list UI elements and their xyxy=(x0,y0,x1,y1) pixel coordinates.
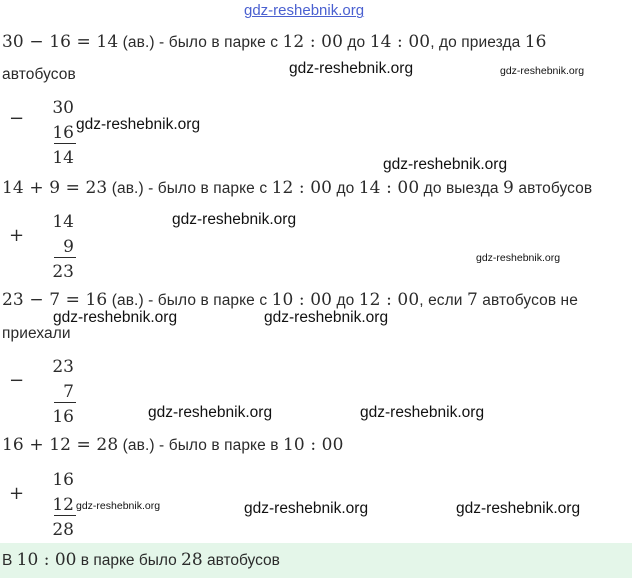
column1-bottom: 16 xyxy=(52,123,74,143)
eq3-op: − xyxy=(23,290,50,310)
eq2-n: 9 xyxy=(503,178,514,198)
watermark: gdz-reshebnik.org xyxy=(264,309,389,326)
column2-bar xyxy=(54,257,76,258)
eq3-end: автобусов не xyxy=(477,292,578,309)
eq2-end: автобусов xyxy=(513,180,593,197)
column3 xyxy=(40,357,80,427)
watermark: gdz-reshebnik.org xyxy=(289,60,414,77)
eq1-op: − xyxy=(23,32,50,52)
eq2-eq: = xyxy=(60,178,86,198)
eq3-eq: = xyxy=(60,290,86,310)
eq4-time1: 10 : 00 xyxy=(282,435,344,455)
equation-line-1-cont: автобусов xyxy=(2,66,76,83)
watermark: gdz-reshebnik.org xyxy=(383,156,508,173)
equation-line-1 xyxy=(2,32,547,52)
column3-operator: − xyxy=(9,370,25,391)
column4-top: 16 xyxy=(52,470,74,490)
eq3-text: (ав.) - было в парке с xyxy=(107,292,272,309)
eq4-eq: = xyxy=(71,435,97,455)
column4-bottom: 12 xyxy=(52,495,74,515)
column3-bottom: 7 xyxy=(63,382,74,402)
eq3-result: 16 xyxy=(85,290,108,310)
column2-operator: + xyxy=(9,225,25,246)
eq4-text: (ав.) - было в парке в xyxy=(118,437,283,454)
answer-mid: в парке было xyxy=(76,552,181,569)
watermark: gdz-reshebnik.org xyxy=(244,500,369,517)
eq3-tail: , если xyxy=(419,292,467,309)
answer-text xyxy=(2,550,280,570)
eq4-b: 12 xyxy=(49,435,72,455)
eq3-a: 23 xyxy=(2,290,24,310)
eq2-result: 23 xyxy=(85,178,108,198)
eq1-eq: = xyxy=(71,32,97,52)
watermark: gdz-reshebnik.org xyxy=(172,211,297,228)
eq1-a: 30 xyxy=(2,32,24,52)
answer-pre: В xyxy=(2,552,17,569)
column4-bar xyxy=(54,515,76,516)
column3-result: 16 xyxy=(52,407,74,427)
eq4-result: 28 xyxy=(96,435,119,455)
column1 xyxy=(40,98,80,168)
eq2-b: 9 xyxy=(49,178,61,198)
watermark: gdz-reshebnik.org xyxy=(456,500,581,517)
column3-top: 23 xyxy=(52,357,74,377)
eq4-a: 16 xyxy=(2,435,24,455)
column4 xyxy=(40,470,80,540)
column2 xyxy=(40,212,80,282)
eq2-mid: до xyxy=(332,180,359,197)
column3-bar xyxy=(54,402,76,403)
answer-post: автобусов xyxy=(202,552,280,569)
watermark: gdz-reshebnik.org xyxy=(53,309,178,326)
column4-result: 28 xyxy=(52,520,74,540)
eq1-b: 16 xyxy=(49,32,72,52)
eq3-time1: 10 : 00 xyxy=(271,290,333,310)
eq2-tail: до выезда xyxy=(419,180,504,197)
column2-top: 14 xyxy=(52,212,74,232)
eq2-text: (ав.) - было в парке с xyxy=(107,180,272,197)
watermark: gdz-reshebnik.org xyxy=(76,500,161,512)
eq3-time2: 12 : 00 xyxy=(358,290,420,310)
watermark: gdz-reshebnik.org xyxy=(76,116,201,133)
column1-operator: − xyxy=(9,108,25,129)
eq1-result: 14 xyxy=(96,32,119,52)
eq4-op: + xyxy=(23,435,50,455)
eq2-time1: 12 : 00 xyxy=(271,178,333,198)
eq1-time2: 14 : 00 xyxy=(369,32,431,52)
column1-top: 30 xyxy=(52,98,74,118)
equation-line-3 xyxy=(2,290,578,310)
eq1-text: (ав.) - было в парке с xyxy=(118,34,283,51)
answer-box xyxy=(0,543,632,578)
eq1-mid: до xyxy=(343,34,370,51)
eq2-a: 14 xyxy=(2,178,24,198)
watermark: gdz-reshebnik.org xyxy=(360,404,485,421)
column4-operator: + xyxy=(9,483,25,504)
eq3-n: 7 xyxy=(466,290,478,310)
watermark: gdz-reshebnik.org xyxy=(500,65,585,77)
eq3-mid: до xyxy=(332,292,359,309)
eq2-time2: 14 : 00 xyxy=(358,178,420,198)
column2-bottom: 9 xyxy=(63,237,74,257)
watermark-top: gdz-reshebnik.org xyxy=(244,2,365,19)
eq3-b: 7 xyxy=(49,290,61,310)
watermark: gdz-reshebnik.org xyxy=(148,404,273,421)
eq1-tail: , до приезда xyxy=(430,34,525,51)
watermark: gdz-reshebnik.org xyxy=(476,252,561,264)
column1-result: 14 xyxy=(52,148,74,168)
eq2-op: + xyxy=(23,178,50,198)
answer-count: 28 xyxy=(181,550,203,570)
eq1-time1: 12 : 00 xyxy=(282,32,343,52)
equation-line-3-cont: приехали xyxy=(2,325,71,342)
equation-line-2 xyxy=(2,178,592,198)
column1-bar xyxy=(54,143,76,144)
equation-line-4 xyxy=(2,435,343,455)
column2-result: 23 xyxy=(52,262,74,282)
answer-time: 10 : 00 xyxy=(16,550,77,570)
eq1-n: 16 xyxy=(524,32,547,52)
